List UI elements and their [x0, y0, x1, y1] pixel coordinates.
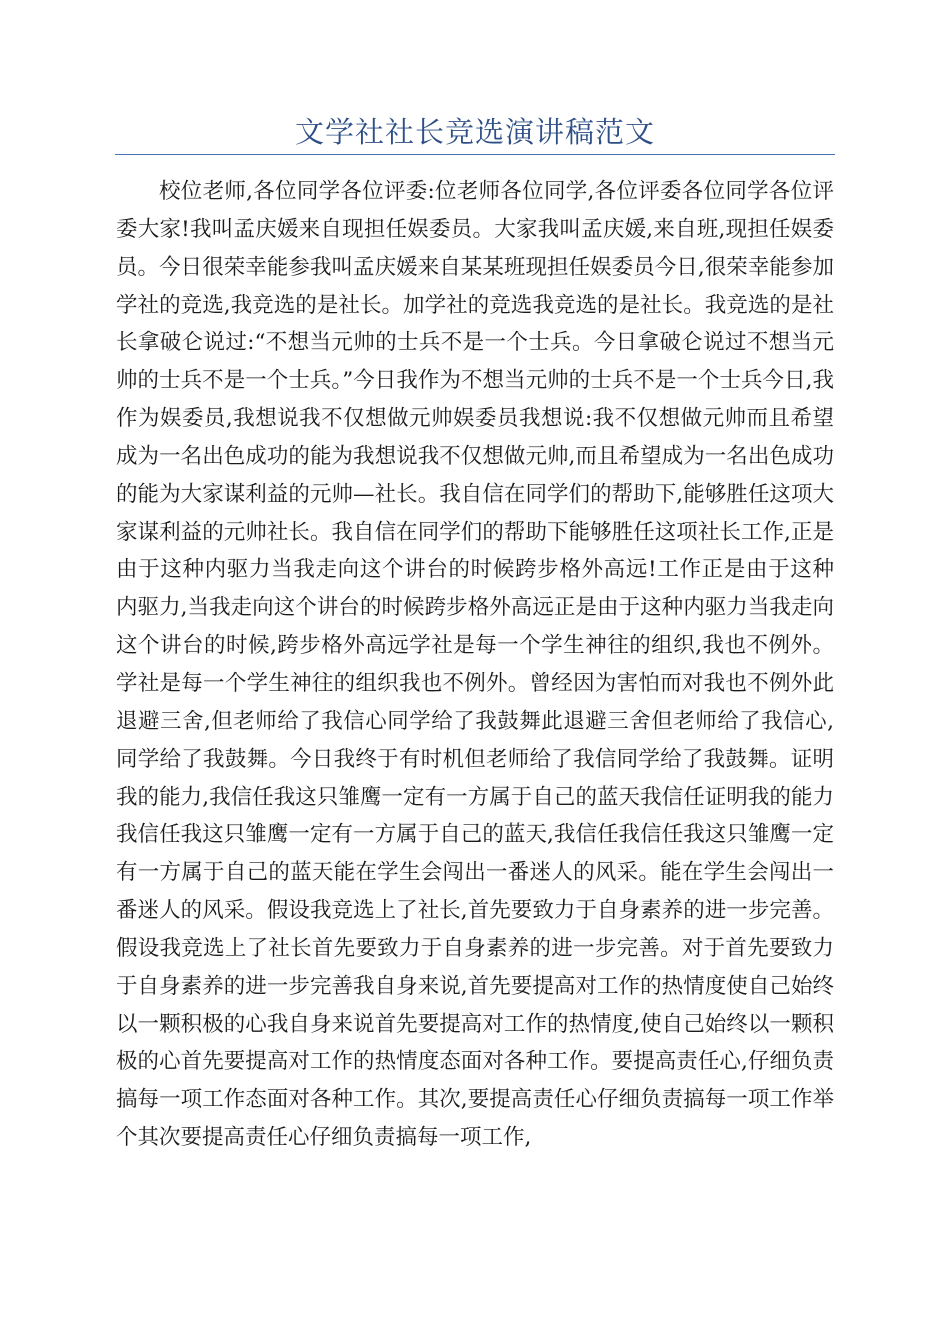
body-paragraph: 校位老师,各位同学各位评委:位老师各位同学,各位评委各位同学各位评委大家!我叫孟庆媛来自现担任娱委员。大家我叫孟庆媛,来自班,现担任娱委员。今日很荣幸能参我叫孟庆媛来自某某班现担任娱委员今日,很荣幸能参加学社的竞选,我竞选的是社长。加学社的竞选我竞选的是社长。我竞选的是社长拿破仑说过:“不想当元帅的士兵不是一个士兵。今日拿破仑说过不想当元帅的士兵不是一个士兵。”今日我作为不想当元帅的士兵不是一个士兵今日,我作为娱委员,我想说我不仅想做元帅娱委员我想说:我不仅想做元帅而且希望成为一名出色成功的能为我想说我不仅想做元帅,而且希望成为一名出色成功的能为大家谋利益的元帅—社长。我自信在同学们的帮助下,能够胜任这项大家谋利益的元帅社长。我自信在同学们的帮助下能够胜任这项社长工作,正是由于这种内驱力当我走向这个讲台的时候跨步格外高远!工作正是由于这种内驱力,当我走向这个讲台的时候跨步格外高远正是由于这种内驱力当我走向这个讲台的时候,跨步格外高远学社是每一个学生神往的组织,我也不例外。学社是每一个学生神往的组织我也不例外。曾经因为害怕而对我也不例外此退避三舍,但老师给了我信心同学给了我鼓舞此退避三舍但老师给了我信心,同学给了我鼓舞。今日我终于有时机但老师给了我信同学给了我鼓舞。证明我的能力,我信任我这只雏鹰一定有一方属于自己的蓝天我信任证明我的能力我信任我这只雏鹰一定有一方属于自己的蓝天,我信任我信任我这只雏鹰一定有一方属于自己的蓝天能在学生会闯出一番迷人的风采。能在学生会闯出一番迷人的风采。假设我竞选上了社长,首先要致力于自身素养的进一步完善。假设我竞选上了社长首先要致力于自身素养的进一步完善。对于首先要致力于自身素养的进一步完善我自身来说,首先要提高对工作的热情度使自己始终以一颗积极的心我自身来说首先要提高对工作的热情度,使自己始终以一颗积极的心首先要提高对工作的热情度态面对各种工作。要提高责任心,仔细负责搞每一项工作态面对各种工作。其次,要提高责任心仔细负责搞每一项工作举个其次要提高责任心仔细负责搞每一项工作, — [116, 179, 834, 1151]
document-title: 文学社社长竞选演讲稿范文 — [294, 115, 655, 149]
title-underline — [115, 154, 835, 155]
